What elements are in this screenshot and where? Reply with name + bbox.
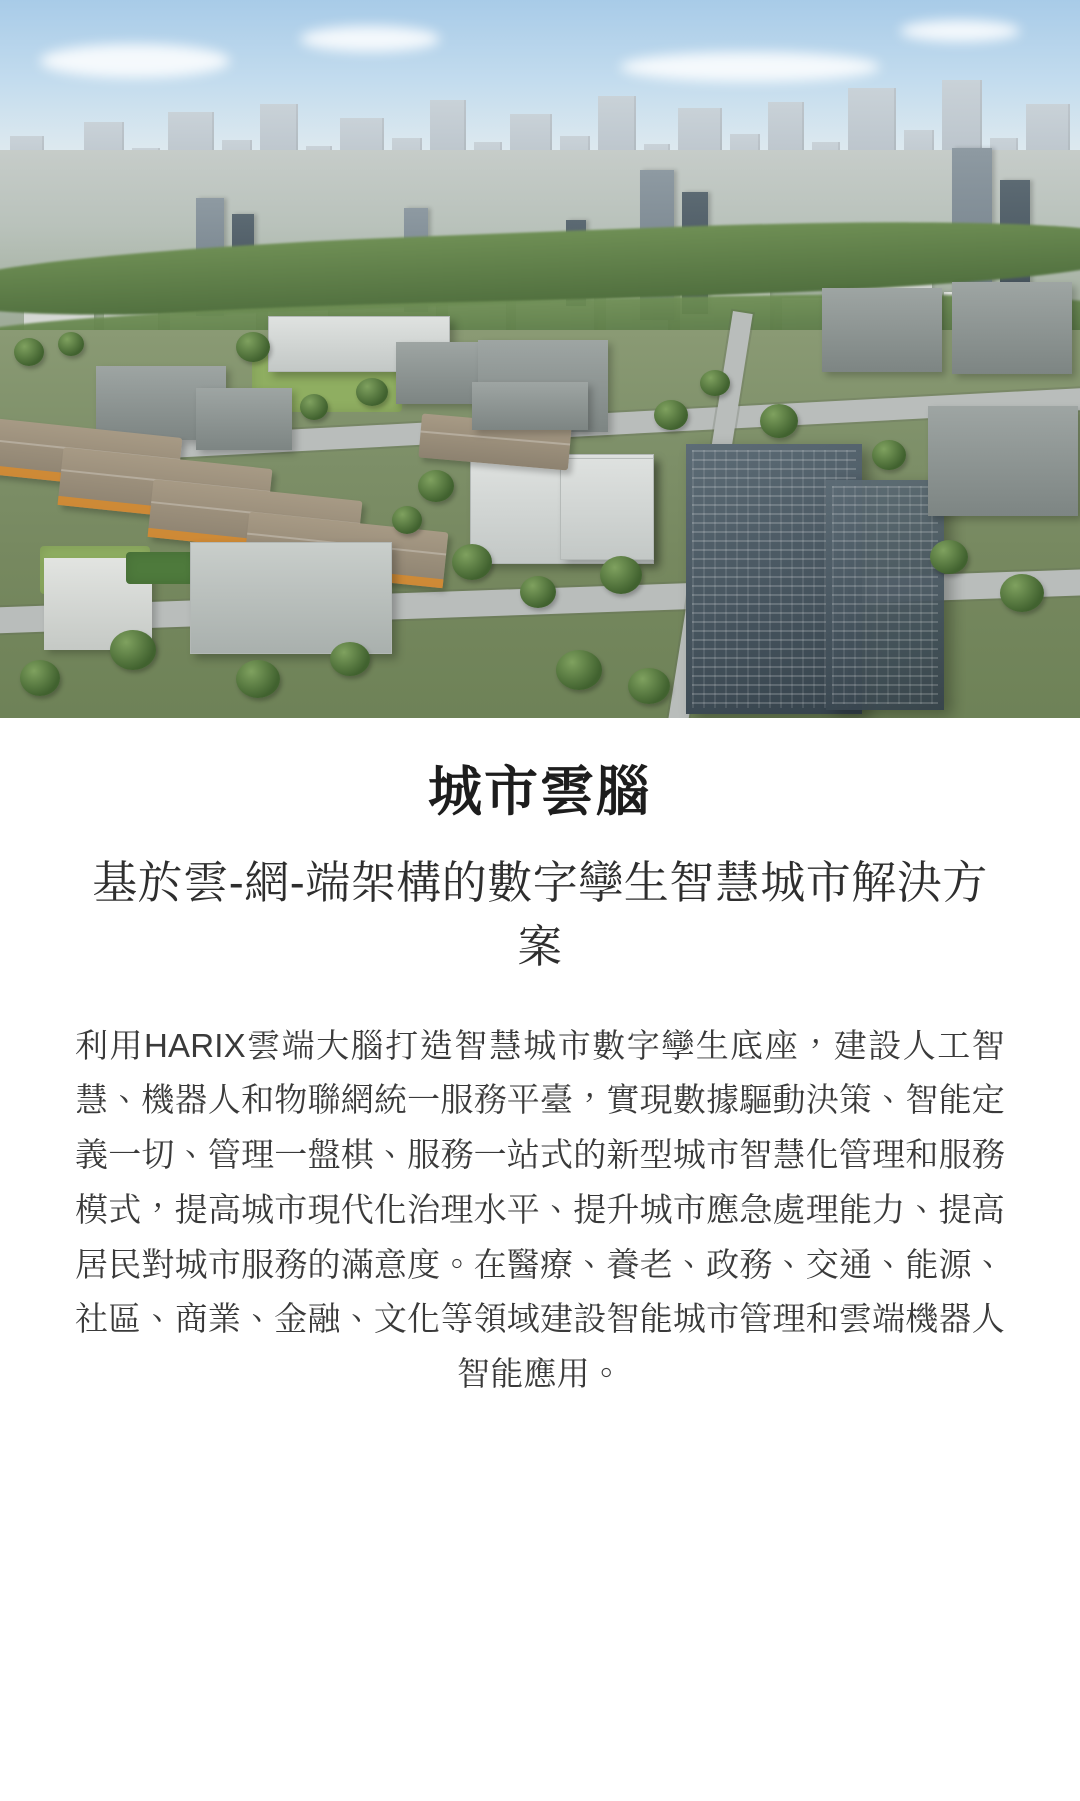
green-roof [126, 552, 196, 584]
large-white-roof [190, 542, 392, 654]
depot-building [472, 382, 588, 430]
cloud-shape [900, 20, 1020, 42]
page-title: 城市雲腦 [428, 762, 652, 822]
residential-block [822, 288, 942, 372]
large-white-roof [560, 458, 654, 560]
glass-tower [826, 480, 944, 710]
office-building [196, 388, 292, 450]
cloud-shape [300, 26, 440, 52]
residential-block [952, 282, 1072, 374]
residential-block [928, 406, 1078, 516]
description-paragraph: 利用HARIX雲端大腦打造智慧城市數字孿生底座，建設人工智慧、機器人和物聯網統一服務平臺，實現數據驅動決策、智能定義一切、管理一盤棋、服務一站式的新型城市智慧化管理和服務模式，提高城市現代化治理水平、提升城市應急處理能力、提高居民對城市服務的滿意度。在醫療、養老、政務、交通、能源、社區、商業、金融、文化等領域建設智能城市管理和雲端機器人智能應用。 [75, 1026, 1005, 1393]
hero-image [0, 0, 1080, 718]
foreground-district [0, 330, 1080, 718]
page-subtitle: 基於雲-網-端架構的數字孿生智慧城市解決方案 [92, 856, 988, 972]
article-content [0, 718, 1080, 1402]
